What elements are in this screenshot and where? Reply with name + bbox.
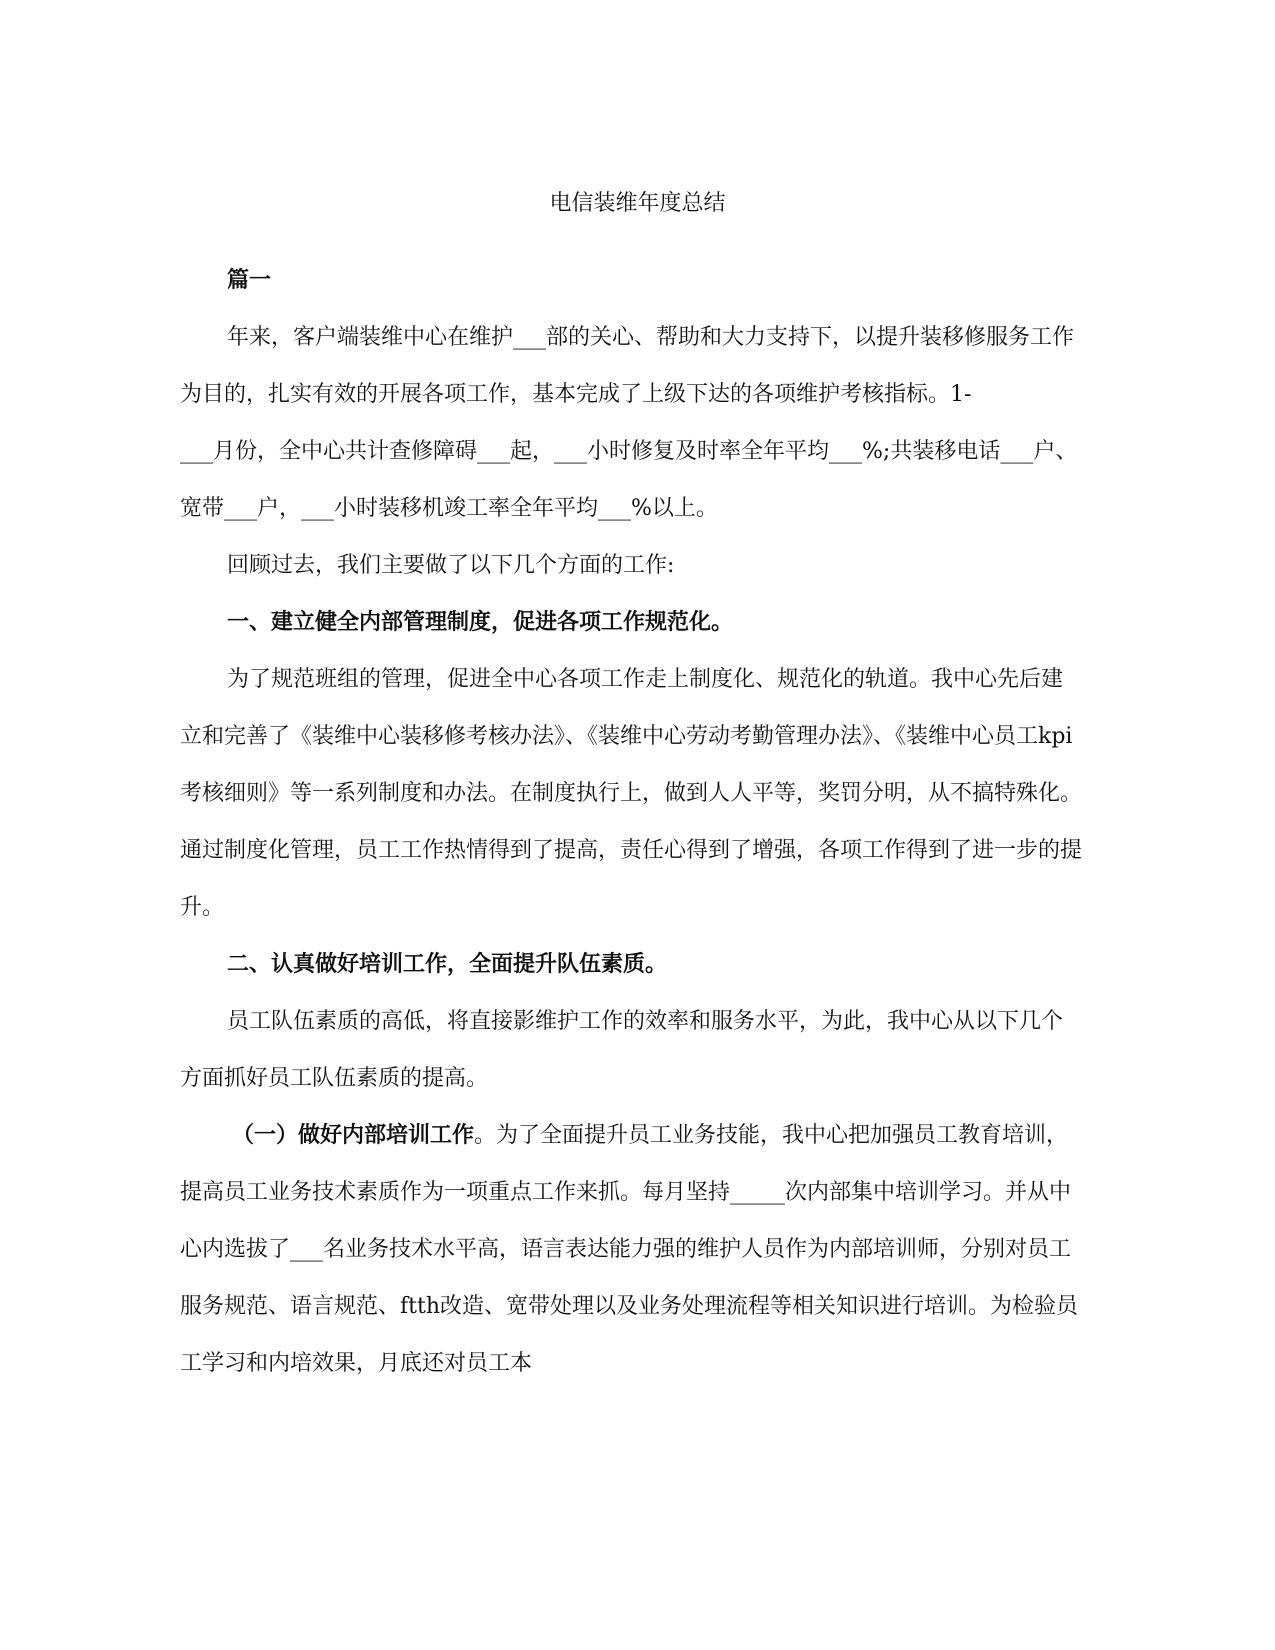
document-title: 电信装维年度总结 <box>549 191 726 216</box>
paragraph-3-block <box>180 1107 1084 1392</box>
intro-paragraph-1: 年来，客户端装维中心在维护___部的关心、帮助和大力支持下，以提升装移修服务工作为目的，扎实有效的开展各项工作，基本完成了上级下达的各项维护考核指标。1- <box>180 325 1075 407</box>
section-label: 篇一 <box>227 267 272 293</box>
review-paragraph: 回顾过去，我们主要做了以下几个方面的工作: <box>227 553 675 578</box>
paragraph-3: 。为了全面提升员工业务技能，我中心把加强员工教育培训，提高员工业务技术素质作为一项重点工作来抓。每月坚持_____次内部集中培训学习。并从中心内选拔了___名业务技术水平高，语言表达能力强的维护人员作为内部培训师，分别对员工服务规范、语言规范、ftth改造、宽带处理以及业务处理流程等相关知识进行培训。为检验员工学习和内培效果，月底还对员工本 <box>180 1123 1078 1376</box>
paragraph-2: 员工队伍素质的高低，将直接影维护工作的效率和服务水平，为此，我中心从以下几个方面抓好员工队伍素质的提高。 <box>180 1009 1064 1091</box>
paragraph-1: 为了规范班组的管理，促进全中心各项工作走上制度化、规范化的轨道。我中心先后建立和完善了《装维中心装移修考核办法》、《装维中心劳动考勤管理办法》、《装维中心员工kpi考核细则》等一系列制度和办法。在制度执行上，做到人人平等，奖罚分明，从不搞特殊化。通过制度化管理，员工工作热情得到了提高，责任心得到了增强，各项工作得到了进一步的提升。 <box>180 667 1083 920</box>
subheading-1: （一）做好内部培训工作 <box>232 1122 475 1148</box>
intro-paragraph-2: ___月份，全中心共计查修障碍___起，___小时修复及时率全年平均___%;共装移电话___户、宽带___户，___小时装移机竣工率全年平均___%以上。 <box>180 439 1078 521</box>
section-heading-1: 一、建立健全内部管理制度，促进各项工作规范化。 <box>227 609 734 635</box>
document-body <box>180 252 1084 1392</box>
section-heading-2: 二、认真做好培训工作，全面提升队伍素质。 <box>227 951 668 977</box>
